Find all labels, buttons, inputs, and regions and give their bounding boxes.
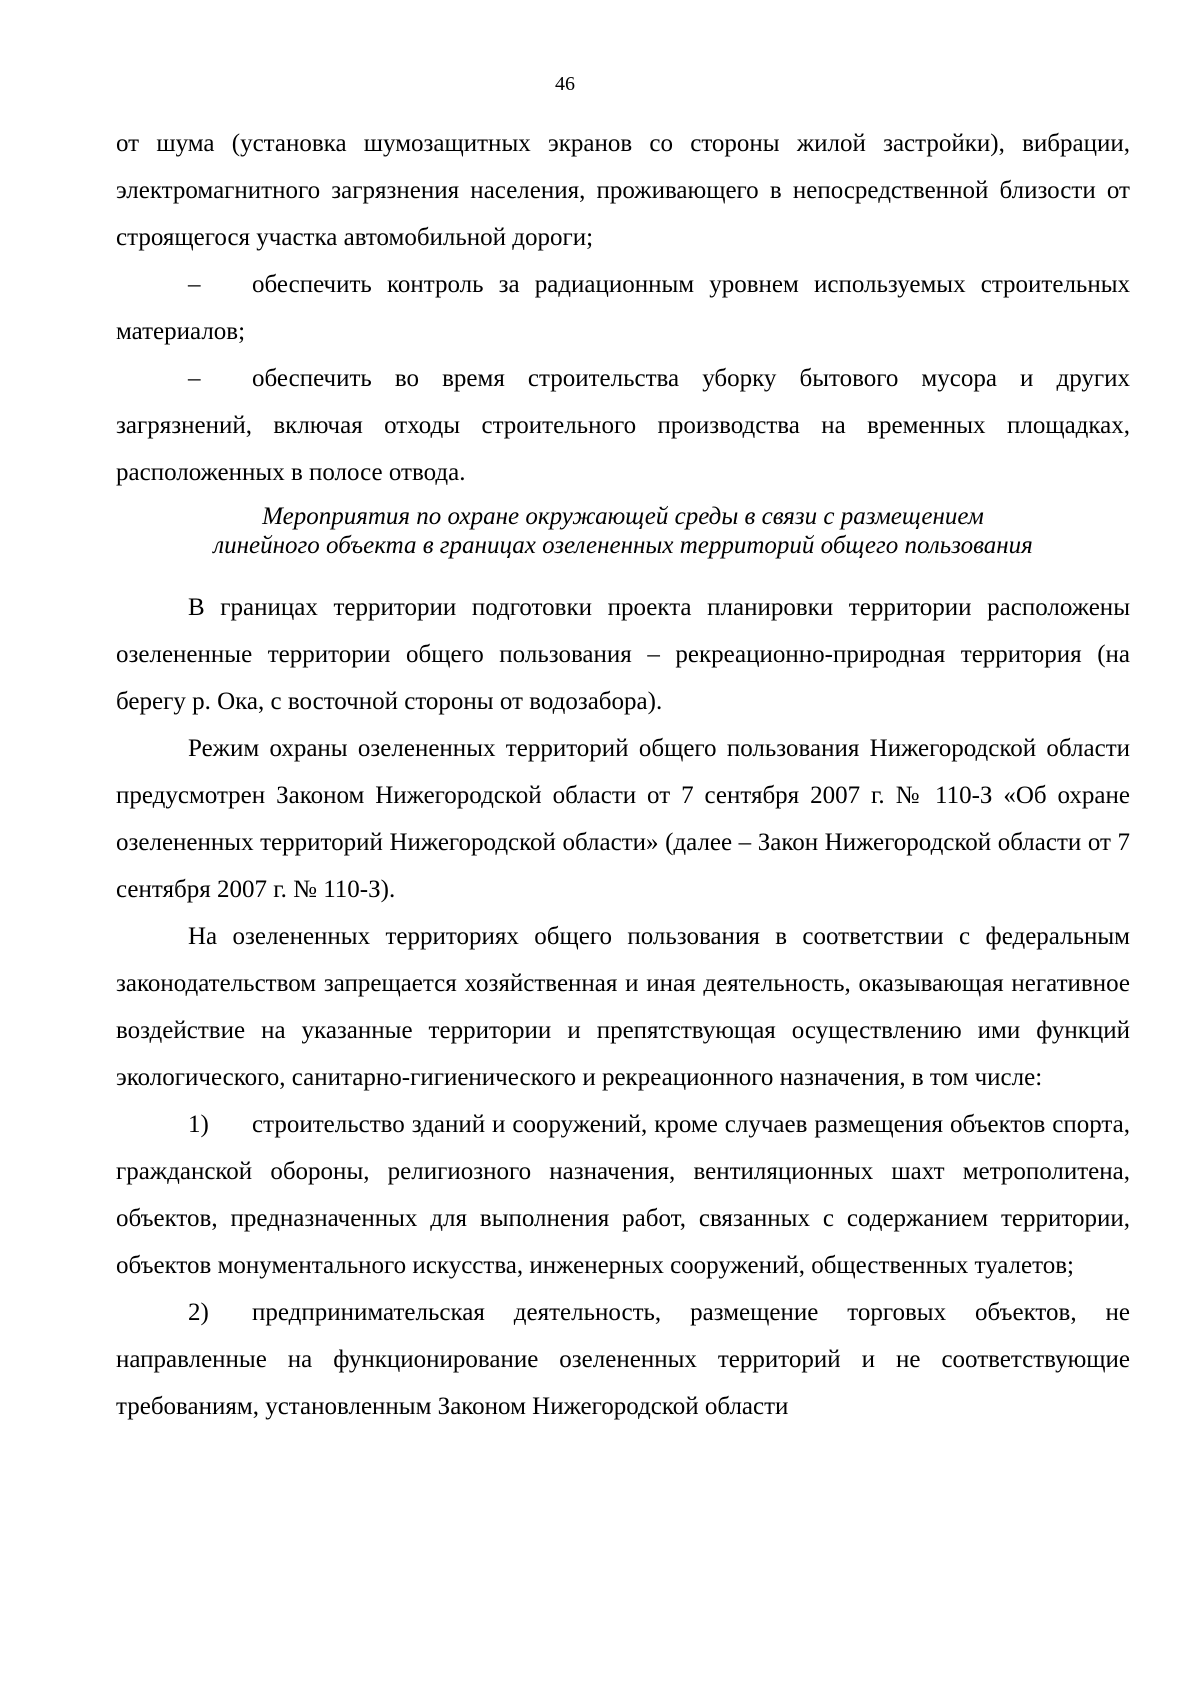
paragraph: На озелененных территориях общего пользования в соответствии с федеральным законодательством запрещается хозяйственная и иная деятельность, оказывающая негативное воздействие на указанные территории и препятствующая осуществлению ими функций экологического, санитарно-гигиенического и рекреационного назначения, в том числе: bbox=[116, 923, 1130, 1091]
section-heading-line-2: линейного объекта в границах озелененных территорий общего пользования bbox=[213, 532, 1033, 559]
list-number-marker: 2) bbox=[188, 1299, 209, 1326]
list-item-text: обеспечить во время строительства уборку бытового мусора и других загрязнений, включая отходы строительного производства на временных площадках, расположенных в полосе отвода. bbox=[116, 365, 1130, 486]
section-heading bbox=[116, 502, 1130, 560]
list-item-text: обеспечить контроль за радиационным уровнем используемых строительных материалов; bbox=[116, 271, 1130, 345]
dash-list-item bbox=[116, 261, 1130, 355]
list-dash-marker: – bbox=[188, 271, 201, 298]
paragraph-continued: от шума (установка шумозащитных экранов со стороны жилой застройки), вибрации, электромагнитного загрязнения населения, проживающего в непосредственной близости от строящегося участка автомобильной дороги; bbox=[116, 130, 1130, 251]
numbered-list-item bbox=[116, 1101, 1130, 1289]
dash-list-item bbox=[116, 355, 1130, 496]
document-body bbox=[116, 120, 1130, 1430]
paragraph: В границах территории подготовки проекта планировки территории расположены озелененные территории общего пользования – рекреационно-природная территория (на берегу р. Ока, с восточной стороны от водозабора). bbox=[116, 594, 1130, 715]
section-heading-line-1: Мероприятия по охране окружающей среды в связи с размещением bbox=[262, 503, 984, 530]
list-dash-marker: – bbox=[188, 365, 201, 392]
list-item-text: строительство зданий и сооружений, кроме случаев размещения объектов спорта, гражданской обороны, религиозного назначения, вентиляционных шахт метрополитена, объектов, предназначенных для выполнения работ, связанных с содержанием территории, объектов монументального искусства, инженерных сооружений, общественных туалетов; bbox=[116, 1111, 1130, 1279]
numbered-list-item bbox=[116, 1289, 1130, 1430]
list-number-marker: 1) bbox=[188, 1111, 209, 1138]
paragraph: Режим охраны озелененных территорий общего пользования Нижегородской области предусмотрен Законом Нижегородской области от 7 сентября 2007 г. № 110-З «Об охране озелененных территорий Нижегородской области» (далее – Закон Нижегородской области от 7 сентября 2007 г. № 110-З). bbox=[116, 735, 1130, 903]
page-number: 46 bbox=[555, 73, 575, 95]
list-item-text: предпринимательская деятельность, размещение торговых объектов, не направленные на функционирование озелененных территорий и не соответствующие требованиям, установленным Законом Нижегородской области bbox=[116, 1299, 1130, 1420]
